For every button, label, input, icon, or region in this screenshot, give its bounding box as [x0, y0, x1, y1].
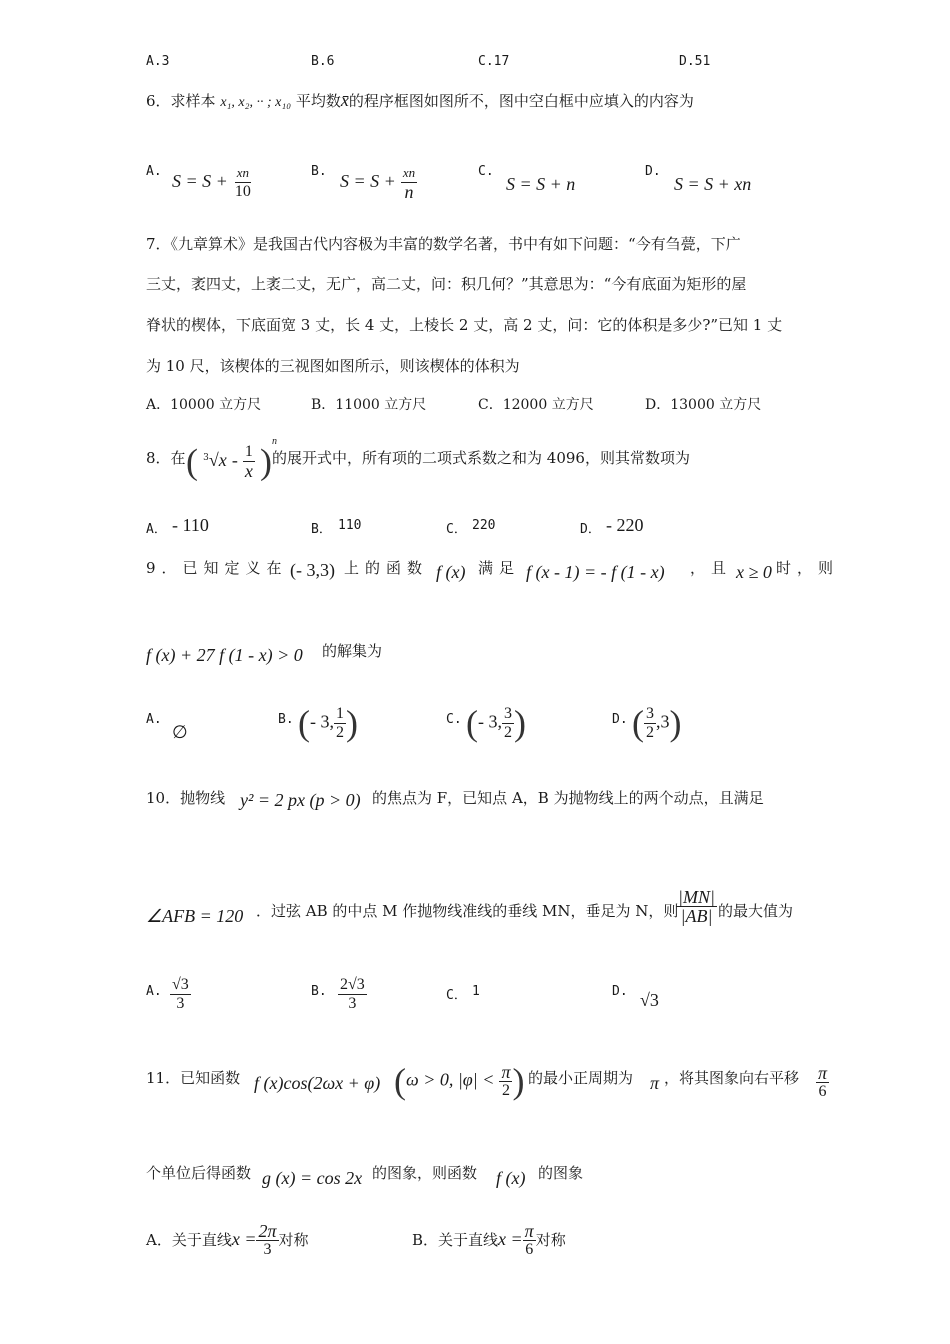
q10-ratio-den: |AB|	[680, 906, 713, 926]
q9-opt-b-num: 1	[336, 704, 344, 722]
q10-option-b	[338, 976, 367, 1013]
q11-text-5: 的图象，则函数	[372, 1164, 478, 1182]
q11-text-1: 11．已知函数	[146, 1069, 241, 1087]
q9-opt-d-post: ,3	[656, 711, 670, 732]
q11-text-4: 个单位后得函数	[146, 1164, 252, 1182]
q9-opt-c-rparen: )	[514, 703, 526, 743]
q9-opt-b-lparen: (	[298, 703, 310, 743]
q8-left-paren: (	[186, 441, 198, 482]
q11-opt-a-pre: A．关于直线	[146, 1231, 232, 1249]
q8-label-c: C．	[446, 522, 467, 537]
q9-label-b: B.	[278, 712, 294, 727]
q11-condition	[394, 1060, 524, 1102]
q11-opt-a-post: 对称	[278, 1231, 309, 1249]
q6-opt-a-lhs: S = S +	[172, 171, 228, 191]
q11-opt-b-den: 6	[525, 1241, 534, 1258]
q5-option-b: B.6	[311, 54, 335, 69]
q9-option-d	[632, 702, 682, 744]
q8-root-sign: √	[208, 450, 219, 470]
q10-equation: y² = 2 px (p > 0)	[240, 790, 361, 810]
q6-text-3: 的程序框图如图所不，图中空白框中应填入的内容为	[348, 92, 694, 110]
q10-ratio-num: |MN|	[678, 887, 715, 907]
q9-condition: f (x - 1) = - f (1 - x)	[526, 562, 665, 582]
q11-text-6: 的图象	[538, 1164, 584, 1182]
q10-opt-b-num: 2√3	[340, 976, 365, 993]
q9-fx: f (x)	[436, 562, 466, 582]
q10-option-a	[170, 976, 191, 1013]
q6-opt-b-num: xn	[401, 164, 417, 183]
q6-label-a: A.	[146, 164, 162, 179]
q11-shift-fraction	[816, 1064, 829, 1101]
q9-opt-d-lparen: (	[632, 703, 644, 743]
q10-opt-b-fraction	[338, 976, 367, 1013]
q11-shift-num: π	[818, 1063, 828, 1083]
q8-fraction	[243, 443, 255, 480]
q11-opt-a-num: 2π	[258, 1221, 277, 1241]
q7-option-c: C．12000 立方尺	[478, 397, 594, 413]
q9-label-d: D.	[612, 712, 628, 727]
q8-text: 的展开式中，所有项的二项式系数之和为 4096，则其常数项为	[272, 449, 690, 467]
q8-label-a: A．	[146, 522, 167, 537]
q10-option-d: √3	[640, 990, 659, 1010]
q11-cond-num: π	[501, 1061, 511, 1082]
q7-option-a: A．10000 立方尺	[146, 397, 262, 413]
q10-text-3: ．过弦 AB 的中点 M 作抛物线准线的垂线 MN，垂足为 N，则	[256, 902, 679, 920]
q11-cond-pre: ω > 0, |φ| <	[406, 1069, 495, 1090]
q9-opt-c-lparen: (	[466, 703, 478, 743]
q9-text-3: 满足	[478, 559, 521, 577]
q9-opt-b-fraction	[334, 705, 346, 742]
q6-label-b: B.	[311, 164, 327, 179]
q11-cond-den: 2	[501, 1081, 510, 1099]
q9-opt-d-fraction	[644, 705, 656, 742]
q11-period: π	[650, 1073, 660, 1093]
q6-option-a	[172, 164, 253, 201]
q8-expression	[186, 436, 277, 483]
q8-minus: -	[231, 450, 238, 470]
q6-opt-a-num: xn	[235, 164, 251, 183]
q7-line-4: 为 10 尺，该楔体的三视图如图所示，则该楔体的体积为	[146, 357, 520, 375]
q9-opt-d-num: 3	[646, 704, 654, 722]
q11-cond-fraction	[499, 1063, 512, 1100]
q10-opt-a-den: 3	[176, 995, 185, 1012]
q6-mean: x̄	[340, 90, 349, 110]
q8-label-d: D．	[580, 522, 601, 537]
q8-root-index: 3	[203, 453, 209, 463]
q11-cond-lparen: (	[394, 1061, 406, 1101]
q6-opt-a-fraction	[233, 164, 253, 201]
q6-opt-b-den: n	[404, 182, 414, 202]
q10-label-a: A.	[146, 984, 162, 999]
q10-label-c: C．	[446, 988, 467, 1003]
q10-ratio	[676, 888, 717, 925]
q11-opt-a-var: x =	[231, 1229, 257, 1249]
q11-opt-b-post: 对称	[535, 1231, 566, 1249]
q9-opt-c-pre: - 3,	[478, 711, 502, 732]
q7-line-2: 三丈，袤四丈，上袤二丈，无广，高二丈，问：积几何？”其意思为：“今有底面为矩形的屋	[146, 275, 747, 293]
q5-option-c: C.17	[478, 54, 510, 69]
q9-option-a: ∅	[172, 722, 188, 742]
q11-text-3: ，将其图象向右平移	[664, 1069, 800, 1087]
q9-text-2: 上的函数	[344, 559, 429, 577]
q6-opt-a-den: 10	[234, 183, 251, 200]
q8-option-a: - 110	[172, 515, 209, 535]
q8-option-b: 110	[338, 518, 362, 533]
q8-option-c: 220	[472, 518, 496, 533]
q8-right-paren: )	[260, 441, 272, 482]
q10-ratio-fraction	[676, 888, 717, 925]
q6-option-d: S = S + xn	[674, 174, 752, 194]
q9-condition-2: x ≥ 0	[736, 562, 772, 582]
q9-text-5: 时，则	[776, 559, 840, 577]
q11-gx: g (x) = cos 2x	[262, 1168, 363, 1188]
q11-opt-a-den: 3	[263, 1241, 272, 1258]
q10-angle: ∠AFB = 120	[146, 906, 244, 926]
q10-label-b: B.	[311, 984, 327, 999]
q9-opt-c-den: 2	[504, 723, 512, 741]
q11-option-a	[146, 1222, 309, 1259]
q10-option-c: 1	[472, 984, 480, 999]
q5-option-d: D.51	[679, 54, 711, 69]
q9-option-c	[466, 702, 526, 744]
q9-opt-b-pre: - 3,	[310, 711, 334, 732]
q9-opt-c-fraction	[502, 705, 514, 742]
q9-text-6: 的解集为	[322, 642, 383, 660]
q8-frac-den: x	[244, 461, 253, 481]
q9-opt-c-num: 3	[504, 704, 512, 722]
q11-fx: f (x)	[496, 1168, 526, 1188]
q6-opt-b-fraction	[401, 164, 417, 201]
q11-function: f (x)cos(2ωx + φ)	[254, 1073, 381, 1093]
q11-opt-b-fraction	[523, 1222, 536, 1259]
q9-interval: (- 3,3)	[290, 560, 335, 580]
q6-text-1: 求样本	[170, 92, 216, 110]
q10-text-2: 的焦点为 F，已知点 A，B 为抛物线上的两个动点，且满足	[372, 789, 764, 807]
q9-label-a: A.	[146, 712, 162, 727]
q6-samples: x₁, x₂, ·· ; x₁₀	[220, 95, 292, 110]
q11-shift	[816, 1064, 829, 1101]
q9-text-1: 9．已知定义在	[146, 559, 288, 577]
q7-line-3: 脊状的楔体，下底面宽 3 丈，长 4 丈，上棱长 2 丈，高 2 丈，问：它的体积是多少?”已知 1 丈	[146, 316, 783, 334]
q6-label-d: D.	[645, 164, 661, 179]
q9-text-4: ，且	[690, 559, 733, 577]
q11-option-b	[412, 1222, 566, 1259]
q6-opt-b-lhs: S = S +	[340, 171, 396, 191]
q7-option-d: D．13000 立方尺	[645, 397, 762, 413]
q10-text-4: 的最大值为	[718, 902, 794, 920]
q9-opt-d-rparen: )	[669, 703, 682, 743]
q11-opt-b-num: π	[524, 1221, 534, 1241]
q6-option-c: S = S + n	[506, 174, 576, 194]
q6-number: 6．	[146, 92, 171, 110]
q10-label-d: D.	[612, 984, 628, 999]
q7-option-b: B．11000 立方尺	[311, 397, 427, 413]
q10-opt-b-den: 3	[348, 995, 357, 1012]
q11-text-2: 的最小正周期为	[528, 1069, 634, 1087]
q9-opt-b-rparen: )	[346, 703, 358, 743]
q6-option-b	[340, 164, 417, 201]
q8-option-d: - 220	[606, 515, 644, 535]
q5-option-a: A.3	[146, 54, 170, 69]
q8-label-b: B．	[311, 522, 332, 537]
q9-opt-d-den: 2	[646, 723, 654, 741]
q10-opt-a-num: √3	[172, 976, 189, 993]
q8-root-var: x	[218, 450, 227, 470]
q6-question	[146, 90, 694, 113]
q10-text-1: 10．抛物线	[146, 789, 226, 807]
q6-label-c: C.	[478, 164, 494, 179]
q11-cond-rparen: )	[512, 1061, 525, 1101]
q10-opt-a-fraction	[170, 976, 191, 1013]
q11-shift-den: 6	[818, 1083, 827, 1100]
q8-frac-num: 1	[244, 443, 253, 460]
q7-line-1: 7．《九章算术》是我国古代内容极为丰富的数学名著，书中有如下问题：“今有刍甍，下广	[146, 235, 741, 253]
q9-option-b	[298, 702, 358, 744]
q11-opt-b-pre: B．关于直线	[412, 1231, 499, 1249]
q6-text-2: 平均数	[295, 92, 341, 110]
q8-number: 8．在	[146, 449, 186, 467]
q9-inequality: f (x) + 27 f (1 - x) > 0	[146, 645, 303, 665]
q9-label-c: C.	[446, 712, 462, 727]
q11-opt-a-fraction	[256, 1222, 278, 1259]
q11-opt-b-var: x =	[498, 1229, 523, 1249]
q9-opt-b-den: 2	[336, 723, 344, 741]
q8-exponent: n	[272, 436, 277, 447]
